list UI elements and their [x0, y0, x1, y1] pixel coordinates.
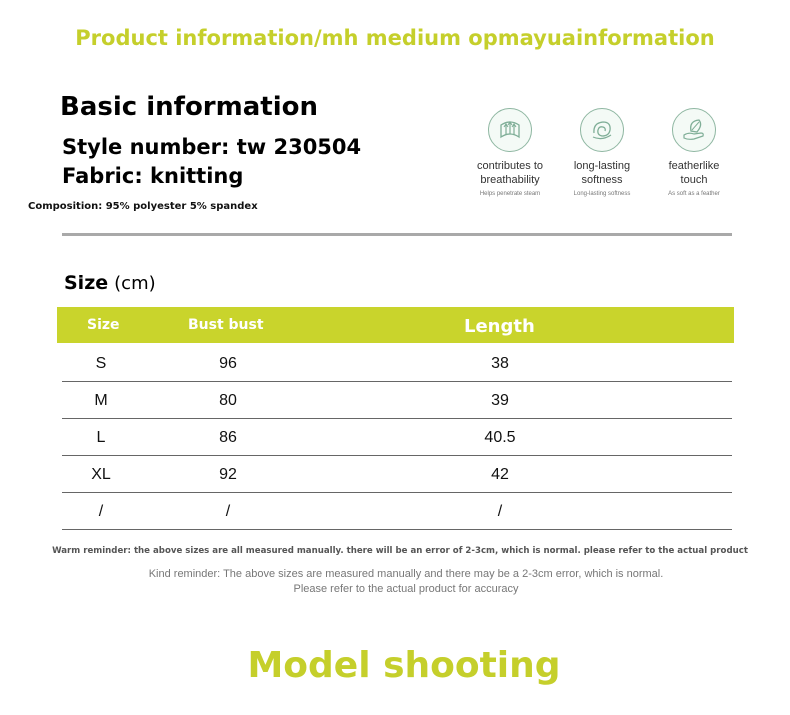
basic-info-heading: Basic information	[60, 92, 318, 122]
cell-bust: 92	[219, 466, 237, 483]
warm-reminder: Warm reminder: the above sizes are all measured manually. there will be an error of 2-3cm, which is normal. please refer to the actual product	[52, 546, 748, 556]
cell-size: XL	[91, 466, 111, 483]
cell-length: 39	[491, 392, 509, 409]
feature-softness	[554, 108, 650, 197]
page-title: Product information/mh medium opmayuainformation	[75, 26, 715, 50]
style-number: Style number: tw 230504	[62, 135, 362, 159]
feature-sublabel: Long-lasting softness	[573, 191, 631, 197]
table-row	[62, 419, 732, 456]
feature-sublabel: Helps penetrate steam	[479, 191, 541, 197]
cell-length: 40.5	[484, 429, 516, 446]
feather-hand-icon	[672, 108, 716, 152]
cell-size: L	[96, 429, 106, 446]
size-table-header	[57, 307, 734, 343]
table-row	[62, 345, 732, 382]
cell-bust: 96	[219, 355, 237, 372]
model-shooting-heading: Model shooting	[247, 645, 561, 686]
breathable-fabric-icon	[488, 108, 532, 152]
size-heading: Size (cm)	[64, 272, 156, 294]
section-divider	[62, 233, 732, 236]
cell-bust: /	[225, 503, 231, 520]
kind-reminder-line1: Kind reminder: The above sizes are measured manually and there may be a 2-3cm error, which is normal.	[148, 568, 664, 580]
header-size: Size	[87, 317, 120, 333]
composition-info: Composition: 95% polyester 5% spandex	[28, 201, 258, 212]
feature-label: contributes to breathability	[476, 160, 544, 186]
feature-breathability	[462, 108, 558, 197]
table-row	[62, 456, 732, 493]
cell-size: S	[95, 355, 107, 372]
table-row	[62, 493, 732, 530]
feature-label: featherlike touch	[668, 160, 720, 186]
feature-label: long-lasting softness	[573, 160, 631, 186]
cell-size: M	[94, 392, 108, 409]
feature-featherlike	[646, 108, 742, 197]
feature-sublabel: As soft as a feather	[668, 191, 720, 197]
header-bust: Bust bust	[188, 317, 264, 333]
header-length: Length	[464, 316, 535, 337]
table-row	[62, 382, 732, 419]
fabric-info: Fabric: knitting	[62, 164, 244, 188]
cell-length: 42	[491, 466, 509, 483]
cell-bust: 80	[219, 392, 237, 409]
cell-length: 38	[491, 355, 509, 372]
softness-swirl-icon	[580, 108, 624, 152]
kind-reminder-line2: Please refer to the actual product for accuracy	[293, 583, 519, 595]
cell-bust: 86	[219, 429, 237, 446]
cell-length: /	[497, 503, 503, 520]
cell-size: /	[98, 503, 104, 520]
feature-badges	[462, 108, 742, 208]
